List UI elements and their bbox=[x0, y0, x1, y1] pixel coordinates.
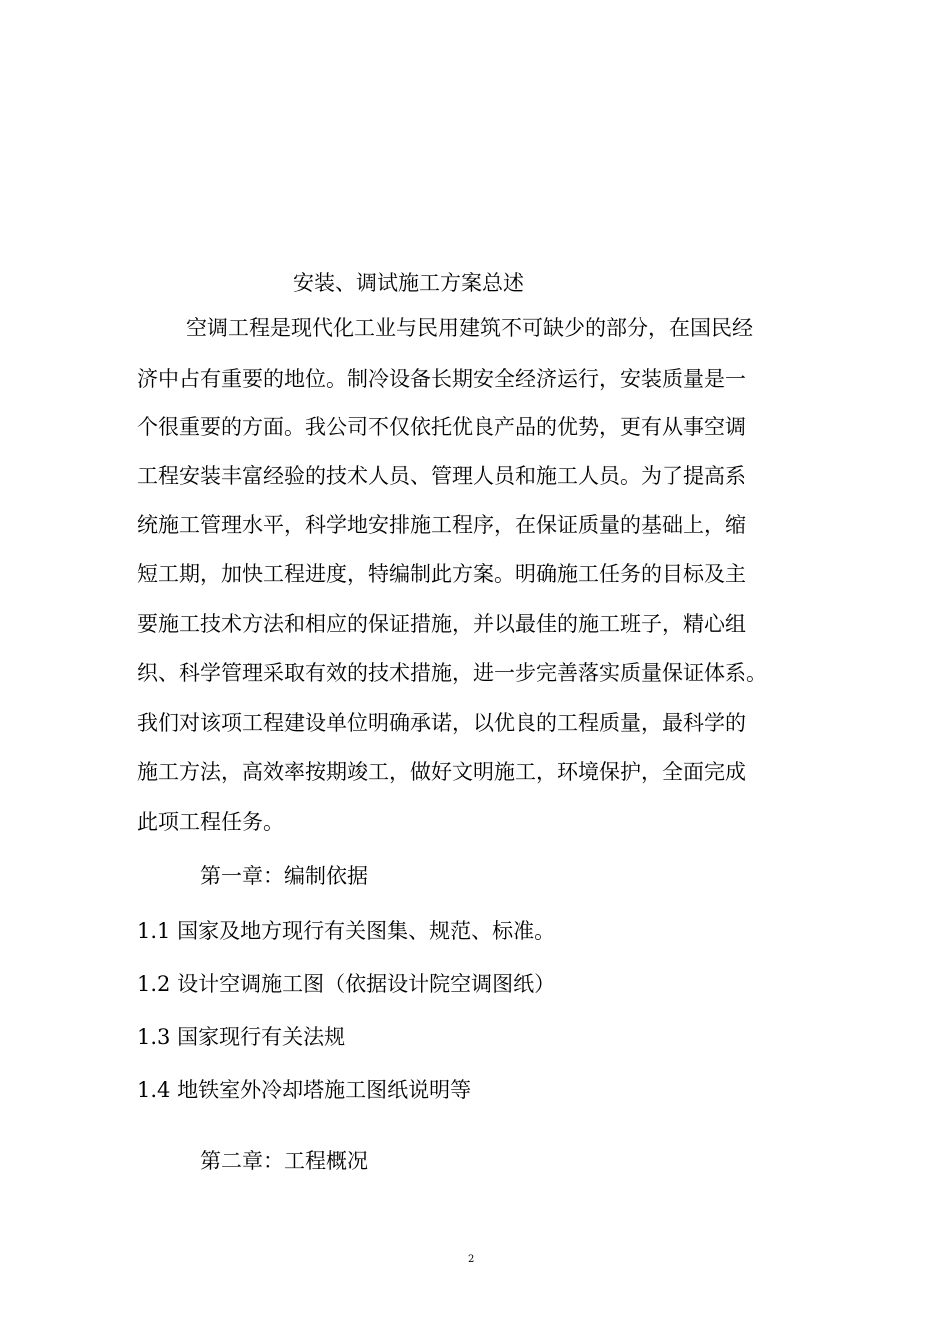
intro-line: 我们对该项工程建设单位明确承诺，以优良的工程质量，最科学的 bbox=[137, 711, 746, 735]
chapter-2-heading: 第二章：工程概况 bbox=[200, 1149, 368, 1173]
basis-item: 1.3 国家现行有关法规 bbox=[137, 1025, 346, 1049]
intro-line: 要施工技术方法和相应的保证措施，并以最佳的施工班子，精心组 bbox=[137, 612, 746, 636]
intro-line: 济中占有重要的地位。制冷设备长期安全经济运行，安装质量是一 bbox=[137, 367, 746, 391]
basis-item: 1.4 地铁室外冷却塔施工图纸说明等 bbox=[137, 1078, 472, 1102]
intro-line: 统施工管理水平，科学地安排施工程序，在保证质量的基础上，缩 bbox=[137, 513, 746, 537]
document-title: 安装、调试施工方案总述 bbox=[293, 271, 524, 295]
page-number: 2 bbox=[468, 1254, 475, 1265]
intro-line: 织、科学管理采取有效的技术措施，进一步完善落实质量保证体系。 bbox=[137, 661, 767, 685]
intro-line: 空调工程是现代化工业与民用建筑不可缺少的部分，在国民经 bbox=[186, 316, 753, 340]
basis-item: 1.1 国家及地方现行有关图集、规范、标准。 bbox=[137, 919, 556, 943]
intro-line: 短工期，加快工程进度，特编制此方案。明确施工任务的目标及主 bbox=[137, 562, 746, 586]
intro-line: 工程安装丰富经验的技术人员、管理人员和施工人员。为了提高系 bbox=[137, 464, 746, 488]
intro-line: 个很重要的方面。我公司不仅依托优良产品的优势，更有从事空调 bbox=[137, 415, 746, 439]
chapter-1-heading: 第一章：编制依据 bbox=[200, 864, 368, 888]
basis-item: 1.2 设计空调施工图（依据设计院空调图纸） bbox=[137, 972, 556, 996]
intro-line: 此项工程任务。 bbox=[137, 810, 284, 834]
intro-line: 施工方法，高效率按期竣工，做好文明施工，环境保护，全面完成 bbox=[137, 760, 746, 784]
